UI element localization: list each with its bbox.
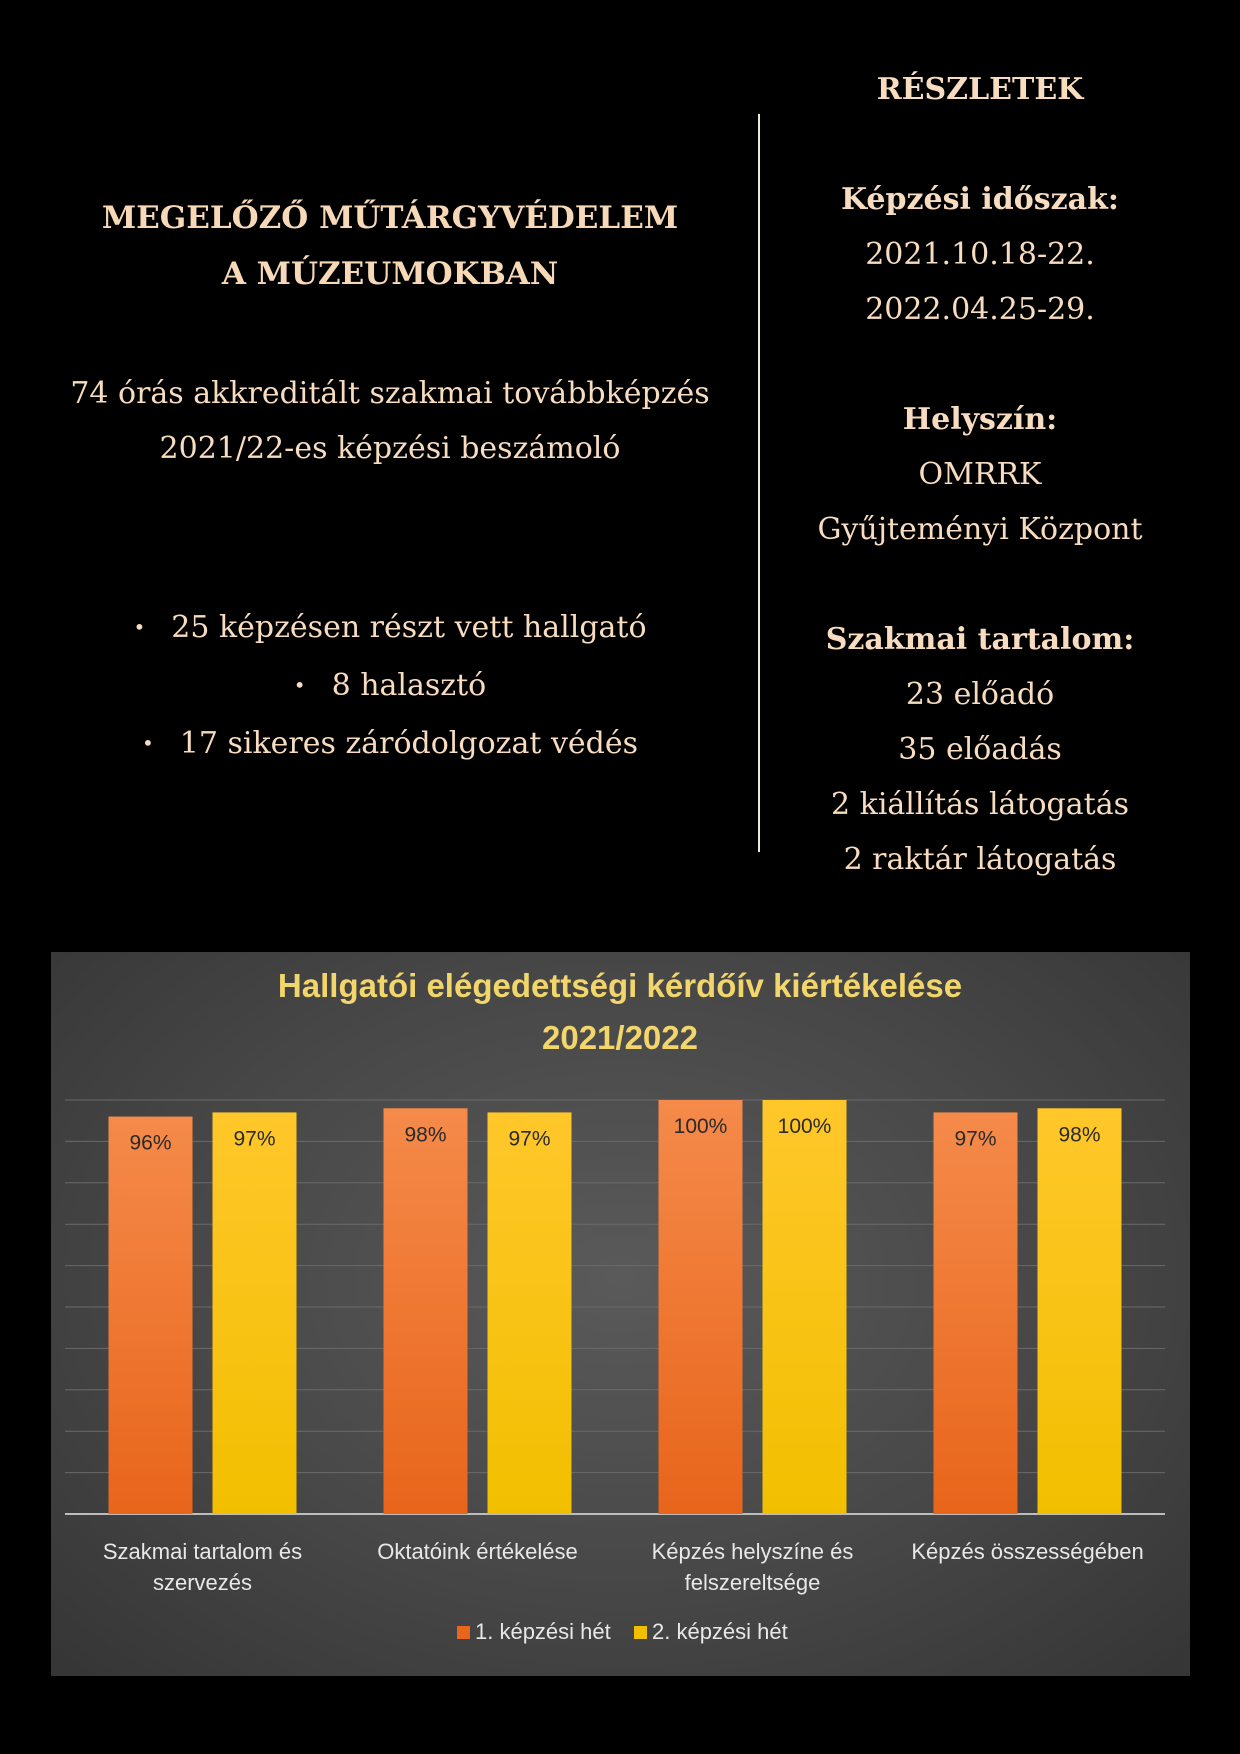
data-label: 100% bbox=[777, 1115, 832, 1138]
list-item-text: 17 sikeres záródolgozat védés bbox=[179, 726, 638, 761]
bar-series1 bbox=[109, 1117, 193, 1514]
left-column bbox=[60, 190, 720, 774]
content-value: 2 kiállítás látogatás bbox=[831, 787, 1129, 822]
content-label: Szakmai tartalom: bbox=[825, 622, 1135, 657]
data-label: 98% bbox=[1058, 1123, 1101, 1147]
chart-subtitle: 2021/2022 bbox=[542, 1019, 698, 1056]
data-label: 100% bbox=[673, 1115, 728, 1138]
category-label: felszereltsége bbox=[684, 1570, 821, 1595]
location-value: Gyűjteményi Központ bbox=[817, 512, 1143, 547]
list-item bbox=[60, 716, 720, 774]
data-label: 98% bbox=[404, 1123, 447, 1147]
legend-swatch bbox=[634, 1626, 647, 1639]
list-item bbox=[60, 658, 720, 716]
category-label: Szakmai tartalom és bbox=[102, 1539, 303, 1564]
location-label: Helyszín: bbox=[902, 402, 1058, 437]
details-heading: RÉSZLETEK bbox=[876, 72, 1084, 107]
details-column bbox=[790, 62, 1170, 887]
title-line: MEGELŐZŐ MŰTÁRGYVÉDELEM bbox=[101, 200, 679, 236]
period-label: Képzési időszak: bbox=[841, 182, 1119, 217]
bar-series1 bbox=[934, 1112, 1018, 1514]
content-value: 35 előadás bbox=[898, 732, 1062, 767]
legend-swatch bbox=[457, 1626, 470, 1639]
bar-series1 bbox=[659, 1100, 743, 1514]
period-value: 2021.10.18-22. bbox=[865, 237, 1095, 272]
list-item-text: 8 halasztó bbox=[331, 668, 487, 703]
vertical-divider bbox=[758, 114, 760, 852]
bar-series2 bbox=[488, 1112, 572, 1514]
category-label: szervezés bbox=[152, 1570, 253, 1595]
bar-series1 bbox=[384, 1108, 468, 1514]
legend-label: 2. képzési hét bbox=[652, 1619, 788, 1644]
bar-series2 bbox=[213, 1112, 297, 1514]
data-label: 97% bbox=[508, 1127, 551, 1151]
data-label: 97% bbox=[233, 1127, 276, 1151]
satisfaction-chart bbox=[51, 952, 1190, 1676]
bar-series2 bbox=[1038, 1108, 1122, 1514]
subtitle-line: 2021/22-es képzési beszámoló bbox=[159, 431, 621, 466]
legend-label: 1. képzési hét bbox=[475, 1619, 611, 1644]
category-label: Képzés összességében bbox=[911, 1539, 1144, 1564]
data-label: 96% bbox=[129, 1131, 172, 1155]
chart-title: Hallgatói elégedettségi kérdőív kiértékelése bbox=[277, 967, 963, 1004]
period-value: 2022.04.25-29. bbox=[865, 292, 1095, 327]
bar-series2 bbox=[763, 1100, 847, 1514]
subtitle-line: 74 órás akkreditált szakmai továbbképzés bbox=[70, 376, 710, 411]
main-title bbox=[60, 190, 720, 302]
title-line: A MÚZEUMOKBAN bbox=[221, 256, 559, 292]
stats-list bbox=[60, 600, 720, 774]
category-label: Képzés helyszíne és bbox=[651, 1539, 854, 1564]
list-item bbox=[60, 600, 720, 658]
list-item-text: 25 képzésen részt vett hallgató bbox=[171, 610, 647, 645]
category-label: Oktatóink értékelése bbox=[377, 1539, 578, 1564]
content-value: 2 raktár látogatás bbox=[843, 842, 1117, 877]
content-value: 23 előadó bbox=[905, 677, 1055, 712]
chart-svg bbox=[51, 952, 1190, 1676]
subtitle bbox=[60, 366, 720, 476]
location-value: OMRRK bbox=[918, 457, 1042, 492]
data-label: 97% bbox=[954, 1127, 997, 1151]
